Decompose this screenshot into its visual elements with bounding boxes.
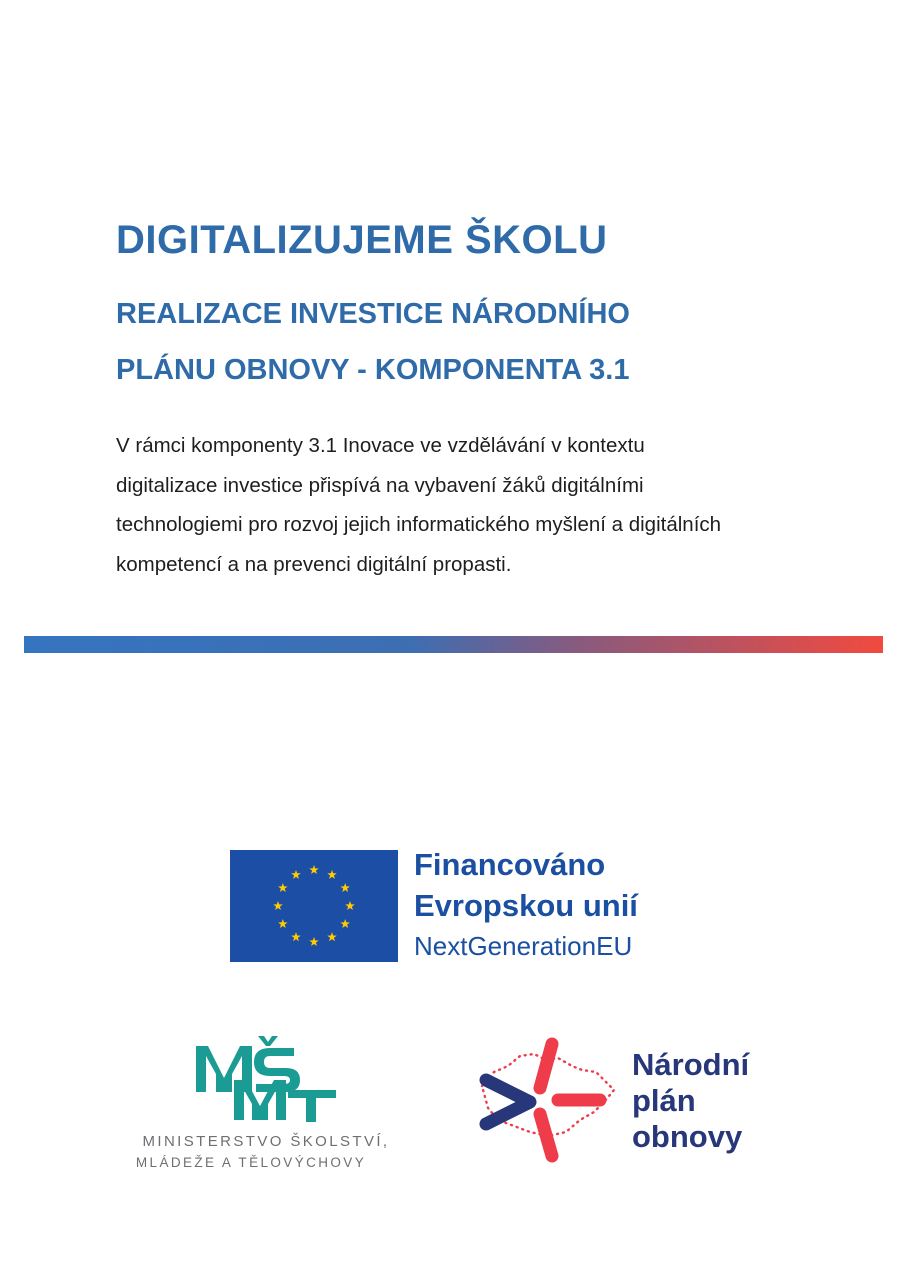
msmt-monogram-icon (190, 1030, 340, 1126)
body-line: V rámci komponenty 3.1 Inovace ve vzdělávání v kontextu (116, 434, 645, 457)
eu-funding-line-1: Financováno (414, 847, 606, 882)
npo-map-icon (468, 1036, 620, 1164)
msmt-name-line-2: MLÁDEŽE A TĚLOVÝCHOVY (135, 1155, 367, 1170)
page-title: DIGITALIZUJEME ŠKOLU (116, 218, 608, 262)
npo-line-3: obnovy (632, 1119, 743, 1154)
body-line: kompetencí a na prevenci digitální propasti. (116, 552, 512, 576)
msmt-name-line-1: MINISTERSTVO ŠKOLSTVÍ, (142, 1133, 390, 1150)
gradient-divider (24, 636, 883, 653)
npo-line-1: Národní (632, 1047, 750, 1082)
body-line: digitalizace investice přispívá na vybavení žáků digitálními (116, 473, 644, 497)
body-line: technologiemi pro rozvoj jejich informatického myšlení a digitálních (116, 513, 722, 536)
eu-funding-text (414, 844, 638, 965)
eu-funding-line-3: NextGenerationEU (414, 931, 633, 961)
subtitle-line-1: REALIZACE INVESTICE NÁRODNÍHO (116, 298, 630, 330)
npo-logo-text (632, 1047, 749, 1155)
npo-line-2: plán (632, 1083, 696, 1118)
subtitle-line-2: PLÁNU OBNOVY - KOMPONENTA 3.1 (116, 354, 630, 386)
msmt-ministry-name (116, 1131, 416, 1173)
eu-flag-icon (230, 850, 398, 962)
eu-funding-line-2: Evropskou unií (414, 888, 638, 923)
body-paragraph (116, 426, 816, 584)
